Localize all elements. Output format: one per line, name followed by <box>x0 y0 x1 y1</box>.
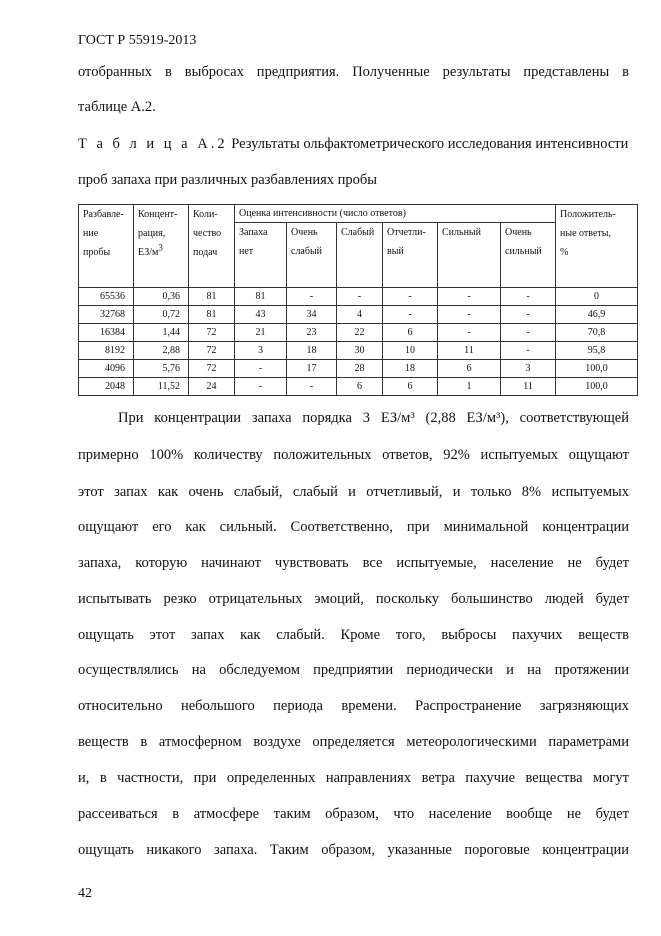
table-cell: 100,0 <box>556 360 638 378</box>
table-cell: 6 <box>383 324 438 342</box>
table-cell: 11 <box>501 378 556 396</box>
table-cell: 6 <box>383 378 438 396</box>
table-cell: 46,9 <box>556 306 638 324</box>
body-line: и, в частности, при определенных направлениях ветра пахучие вещества могут <box>78 770 629 786</box>
table-cell: - <box>383 288 438 306</box>
table-cell: 3 <box>501 360 556 378</box>
table-cell: 30 <box>337 342 383 360</box>
table-cell: 0,72 <box>134 306 189 324</box>
results-table <box>78 204 638 396</box>
table-cell: 81 <box>189 288 235 306</box>
header-distinct: Отчетли- вый <box>383 223 438 288</box>
table-cell: - <box>501 342 556 360</box>
table-cell: 81 <box>189 306 235 324</box>
body-line: ощущают его как сильный. Соответственно, при минимальной концентрации <box>78 519 629 535</box>
table-cell: 32768 <box>79 306 134 324</box>
table-cell: 2048 <box>79 378 134 396</box>
table-row <box>79 324 638 342</box>
table-cell: - <box>337 288 383 306</box>
intro-line-1: отобранных в выбросах предприятия. Полученные результаты представлены в <box>78 64 629 80</box>
table-cell: 34 <box>287 306 337 324</box>
table-cell: 72 <box>189 360 235 378</box>
table-cell: 6 <box>438 360 501 378</box>
table-cell: 100,0 <box>556 378 638 396</box>
body-line: относительно небольшого периода времени. Распространение загрязняющих <box>78 698 629 714</box>
header-strong: Сильный <box>438 223 501 288</box>
page-number: 42 <box>78 886 92 901</box>
table-cell: 16384 <box>79 324 134 342</box>
body-line: рассеиваться в атмосфере таким образом, что население вообще не будет <box>78 806 629 822</box>
table-cell: 17 <box>287 360 337 378</box>
table-row <box>79 342 638 360</box>
table-cell: - <box>438 306 501 324</box>
body-line: примерно 100% количеству положительных ответов, 92% испытуемых ощущают <box>78 447 629 463</box>
header-no-smell: Запаха нет <box>235 223 287 288</box>
table-header-row <box>79 205 638 223</box>
table-caption-line-2: проб запаха при различных разбавлениях пробы <box>78 172 378 188</box>
body-line: испытывать резко отрицательных эмоций, поскольку большинство людей будет <box>78 591 629 607</box>
header-intensity: Оценка интенсивности (число ответов) <box>235 205 556 223</box>
table-cell: - <box>235 360 287 378</box>
body-line: ощущать этот запах как слабый. Кроме того, выбросы пахучих веществ <box>78 627 629 643</box>
body-line: этот запах как очень слабый, слабый и отчетливый, и только 8% испытуемых <box>78 484 629 500</box>
table-cell: 6 <box>337 378 383 396</box>
table-row <box>79 378 638 396</box>
header-dilution: Разбавле- ние пробы <box>79 205 134 288</box>
header-count: Коли- чество подач <box>189 205 235 288</box>
table-cell: 2,88 <box>134 342 189 360</box>
table-cell: 1,44 <box>134 324 189 342</box>
header-weak: Слабый <box>337 223 383 288</box>
table-caption-label: Т а б л и ц а А.2 <box>78 136 228 152</box>
table-cell: 72 <box>189 342 235 360</box>
table-cell: 65536 <box>79 288 134 306</box>
document-header: ГОСТ Р 55919-2013 <box>78 33 197 48</box>
table-cell: - <box>438 288 501 306</box>
table-cell: 5,76 <box>134 360 189 378</box>
table-cell: 28 <box>337 360 383 378</box>
table-cell: 8192 <box>79 342 134 360</box>
table-cell: 22 <box>337 324 383 342</box>
intro-line-2: таблице А.2. <box>78 99 156 115</box>
body-line: запаха, которую начинают чувствовать все испытуемые, население не будет <box>78 555 629 571</box>
table-cell: 0 <box>556 288 638 306</box>
table-cell: - <box>287 378 337 396</box>
table-cell: 43 <box>235 306 287 324</box>
table-cell: - <box>501 288 556 306</box>
table-cell: 11 <box>438 342 501 360</box>
table-cell: 18 <box>383 360 438 378</box>
table-cell: - <box>383 306 438 324</box>
table-cell: 70,8 <box>556 324 638 342</box>
table-cell: - <box>501 324 556 342</box>
table-cell: - <box>235 378 287 396</box>
table-cell: 24 <box>189 378 235 396</box>
table-cell: - <box>287 288 337 306</box>
table-row <box>79 288 638 306</box>
table-cell: 3 <box>235 342 287 360</box>
table-cell: 4 <box>337 306 383 324</box>
table-cell: 11,52 <box>134 378 189 396</box>
table-caption-title: Результаты ольфактометрического исследования интенсивности <box>231 136 629 152</box>
header-very-weak: Очень слабый <box>287 223 337 288</box>
header-positive: Положитель- ные ответы, % <box>556 205 638 288</box>
table-cell: 0,36 <box>134 288 189 306</box>
table-row <box>79 306 638 324</box>
table-cell: - <box>501 306 556 324</box>
table-cell: 10 <box>383 342 438 360</box>
table-cell: 72 <box>189 324 235 342</box>
body-line: веществ в атмосферном воздухе определяется метеорологическими параметрами <box>78 734 629 750</box>
table-cell: 81 <box>235 288 287 306</box>
table-cell: 1 <box>438 378 501 396</box>
header-very-strong: Очень сильный <box>501 223 556 288</box>
table-row <box>79 360 638 378</box>
table-cell: 23 <box>287 324 337 342</box>
body-line: При концентрации запаха порядка 3 ЕЗ/м³ (2,88 ЕЗ/м³), соответствующей <box>118 410 629 426</box>
header-concentration: Концент- рация, $ЕЗ/м^3$ <box>134 205 189 288</box>
table-cell: 21 <box>235 324 287 342</box>
table-cell: 18 <box>287 342 337 360</box>
table-caption <box>78 136 628 153</box>
table-cell: 95,8 <box>556 342 638 360</box>
table-cell: 4096 <box>79 360 134 378</box>
table-cell: - <box>438 324 501 342</box>
body-line: ощущать никакого запаха. Таким образом, указанные пороговые концентрации <box>78 842 629 858</box>
body-line: осуществлялись на обследуемом предприятии периодически и на протяжении <box>78 662 629 678</box>
